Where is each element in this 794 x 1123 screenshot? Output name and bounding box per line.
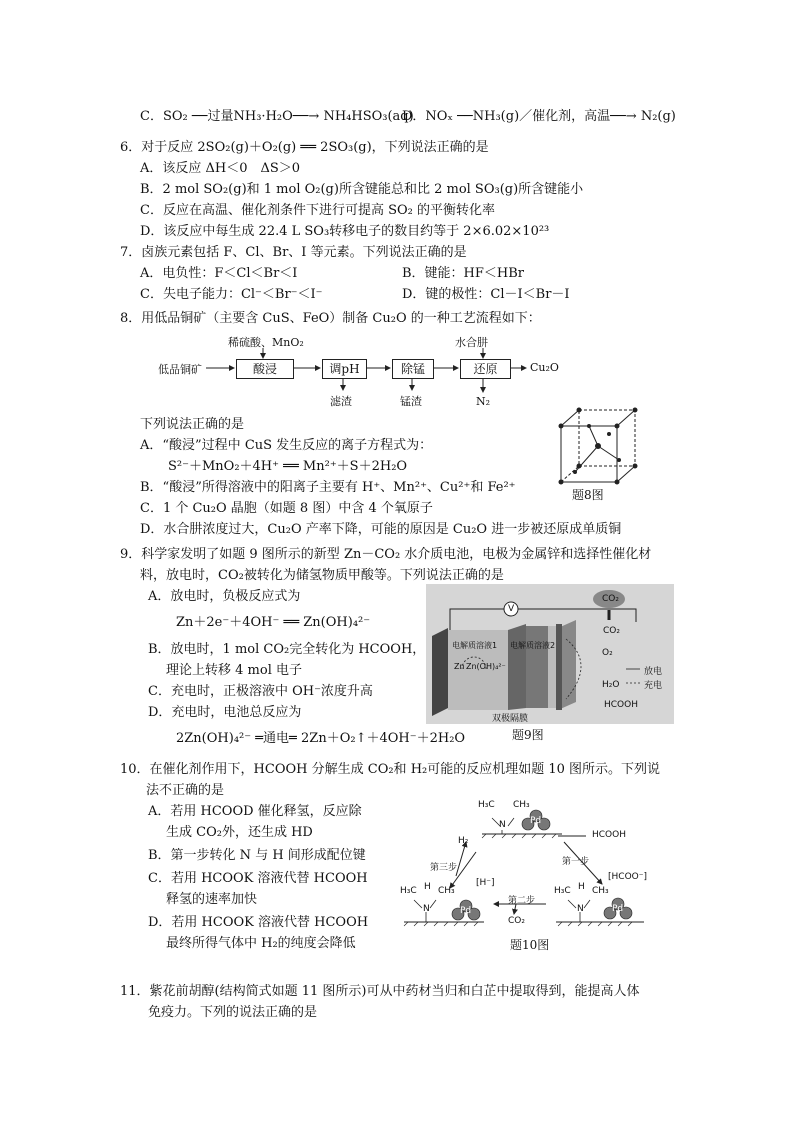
q6-option-b: B．2 mol SO₂(g)和 1 mol O₂(g)所含键能总和比 2 mol SO₃(g)所含键能小 (140, 182, 584, 197)
charge-legend: 充电 (644, 681, 663, 691)
mech-step1: 第一步 (562, 857, 590, 867)
electrolyte-2-label: 电解质溶液2 (510, 641, 556, 650)
q7-option-b: B．键能：HF＜HBr (402, 266, 525, 281)
q5-option-c: C．SO₂ ──过量NH₃·H₂O──→ NH₄HSO₃(aq) (140, 109, 414, 124)
mech-right-n: N (577, 904, 584, 914)
q10-option-c-line1: C．若用 HCOOK 溶液代替 HCOOH (148, 871, 368, 886)
mech-left-pd: Pd (460, 906, 472, 916)
q9-figure-caption: 题9图 (512, 728, 544, 742)
q8-option-c: C．1 个 Cu₂O 晶胞（如题 8 图）中含 4 个氧原子 (140, 501, 433, 516)
q8-unit-cell-figure (553, 404, 643, 490)
q7-option-d: D．键的极性：Cl－I＜Br－I (402, 287, 570, 302)
flow-step-adjust-ph: 调pH (322, 359, 367, 379)
q9-stem-line1: 9．科学家发明了如题 9 图所示的新型 Zn－CO₂ 水介质电池，电极为金属锌和选择性催化材 (120, 547, 652, 562)
q6-stem: 6．对于反应 2SO₂(g)＋O₂(g) ══ 2SO₃(g)，下列说法正确的是 (120, 140, 489, 155)
mech-left-ch3: CH₃ (438, 886, 455, 896)
q10-mechanism-figure (396, 796, 652, 936)
mech-top-n: N (499, 820, 506, 830)
mech-step3: 第三步 (430, 863, 458, 873)
q6-option-d: D．该反应中每生成 22.4 L SO₃转移电子的数目约等于 2×6.02×10²³ (140, 224, 550, 239)
q6-option-a: A．该反应 ΔH＜0 ΔS＞0 (140, 161, 301, 176)
mech-left-h: H (424, 882, 431, 892)
voltmeter-label: V (508, 604, 515, 614)
q9-option-d-line2: 2Zn(OH)₄²⁻ ═通电═ 2Zn＋O₂↑＋4OH⁻＋2H₂O (176, 731, 466, 746)
q9-option-b-line1: B．放电时，1 mol CO₂完全转化为 HCOOH， (148, 642, 426, 657)
q5-option-d: D．NOₓ ──NH₃(g)／催化剂，高温──→ N₂(g) (402, 109, 676, 124)
co2-inlet-label: CO₂ (603, 626, 620, 636)
q11-stem-line1: 11．紫花前胡醇(结构简式如题 11 图所示)可从中药材当归和白芷中提取得到，能提高人体 (120, 984, 640, 999)
flow-reagent-1: 稀硫酸、MnO₂ (228, 336, 304, 349)
q10-option-b: B．第一步转化 N 与 H 间形成配位键 (148, 848, 366, 863)
hcooh-label: HCOOH (604, 700, 638, 710)
mech-right-h3c: H₃C (554, 886, 571, 896)
co2-cloud-label: CO₂ (602, 594, 619, 604)
mech-co2: CO₂ (508, 916, 525, 926)
q8-flowchart (150, 334, 570, 414)
mech-right-ch3: CH₃ (592, 886, 609, 896)
o2-label: O₂ (602, 648, 613, 658)
electrolyte-1-label: 电解质溶液1 (452, 641, 498, 650)
q10-option-a-line2: 生成 CO₂外，还生成 HD (166, 825, 313, 840)
q8-option-b: B．“酸浸”所得溶液中的阳离子主要有 H⁺、Mn²⁺、Cu²⁺和 Fe²⁺ (140, 480, 516, 495)
flow-waste-2: 锰渣 (400, 395, 422, 408)
flow-step-reduce: 还原 (460, 359, 511, 379)
mech-top-pd: Pd (530, 816, 542, 826)
q7-stem: 7．卤族元素包括 F、Cl、Br、I 等元素。下列说法正确的是 (120, 245, 467, 260)
q7-option-c: C．失电子能力：Cl⁻＜Br⁻＜I⁻ (140, 287, 323, 302)
discharge-legend: 放电 (644, 667, 663, 677)
q9-option-a-line1: A．放电时，负极反应式为 (148, 589, 301, 604)
q10-figure-caption: 题10图 (510, 938, 550, 952)
mech-right-h: H (578, 882, 585, 892)
flow-waste-1: 滤渣 (330, 395, 352, 408)
mech-h2: H₂ (458, 836, 469, 846)
q10-option-c-line2: 释氢的速率加快 (166, 892, 258, 907)
h2o-label: H₂O (602, 680, 620, 690)
flow-step-remove-mn: 除锰 (392, 359, 434, 379)
q10-option-d-line2: 最终所得气体中 H₂的纯度会降低 (166, 936, 356, 951)
zn-label: Zn (454, 662, 465, 671)
mech-hydride: [H⁻] (476, 878, 495, 888)
q9-option-a-line2: Zn＋2e⁻＋4OH⁻ ══ Zn(OH)₄²⁻ (176, 615, 371, 630)
cu2o-unit-cell-icon (553, 404, 643, 490)
q8-option-d: D．水合肼浓度过大，Cu₂O 产率下降，可能的原因是 Cu₂O 进一步被还原成单质铜 (140, 522, 622, 537)
bipolar-membrane-label: 双极隔膜 (492, 714, 529, 724)
flow-reagent-2: 水合肼 (455, 336, 488, 349)
mech-right-pd: Pd (612, 904, 624, 914)
flow-waste-3: N₂ (476, 395, 491, 408)
q8-figure-caption: 题8图 (572, 488, 604, 502)
q10-option-a-line1: A．若用 HCOOD 催化释氢，反应除 (148, 804, 362, 819)
mech-formate: [HCOO⁻] (608, 872, 647, 882)
flow-input: 低品铜矿 (158, 363, 202, 376)
q7-option-a: A．电负性：F＜Cl＜Br＜I (140, 266, 298, 281)
zinc-hydroxide-label: Zn(OH)₄²⁻ (466, 662, 506, 671)
q9-option-c: C．充电时，正极溶液中 OH⁻浓度升高 (148, 684, 373, 699)
flow-step-acid-leach: 酸浸 (236, 359, 294, 379)
flow-output: Cu₂O (530, 361, 559, 374)
q8-option-a-line2: S²⁻＋MnO₂＋4H⁺ ══ Mn²⁺＋S＋2H₂O (168, 459, 408, 474)
q8-question: 下列说法正确的是 (140, 417, 245, 432)
q9-battery-figure (426, 584, 674, 724)
q10-option-d-line1: D．若用 HCOOK 溶液代替 HCOOH (148, 915, 369, 930)
q8-option-a-line1: A．“酸浸”过程中 CuS 发生反应的离子方程式为： (140, 438, 433, 453)
mech-top-ch3: CH₃ (513, 800, 530, 810)
q11-stem-line2: 免疫力。下列的说法正确的是 (148, 1005, 318, 1020)
q8-stem: 8．用低品铜矿（主要含 CuS、FeO）制备 Cu₂O 的一种工艺流程如下： (120, 311, 541, 326)
mech-left-h3c: H₃C (400, 886, 417, 896)
mech-left-n: N (423, 904, 430, 914)
mech-top-h3c: H₃C (478, 800, 495, 810)
mech-step2: 第二步 (508, 896, 536, 906)
mech-hcooh: HCOOH (592, 830, 626, 840)
q10-stem-line2: 法不正确的是 (146, 783, 225, 798)
q9-option-d-line1: D．充电时，电池总反应为 (148, 705, 302, 720)
q6-option-c: C．反应在高温、催化剂条件下进行可提高 SO₂ 的平衡转化率 (140, 203, 495, 218)
q10-stem-line1: 10．在催化剂作用下，HCOOH 分解生成 CO₂和 H₂可能的反应机理如题 10 图所示。下列说 (120, 762, 661, 777)
q9-option-b-line2: 理论上转移 4 mol 电子 (166, 663, 302, 678)
q9-stem-line2: 料，放电时，CO₂被转化为储氢物质甲酸等。下列说法正确的是 (140, 568, 504, 583)
